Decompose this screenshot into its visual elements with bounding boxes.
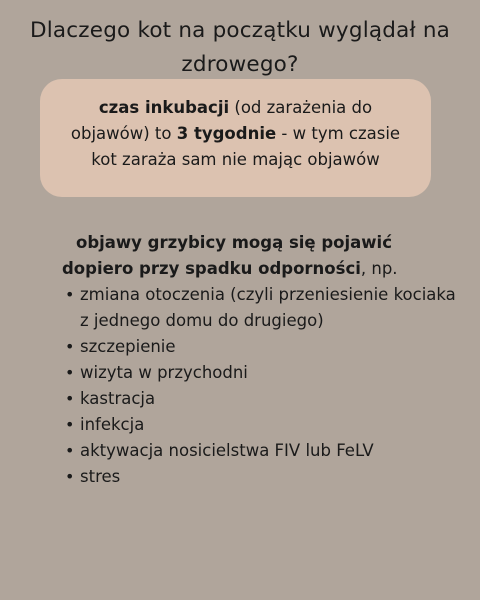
- list-item: [62, 334, 462, 360]
- symptoms-lead: [62, 230, 462, 282]
- symptoms-section: [62, 230, 462, 490]
- symptom-list: [62, 282, 462, 490]
- list-item: [62, 386, 462, 412]
- bullet-icon: •: [65, 441, 75, 460]
- symptoms-lead-bold-2: dopiero przy spadku odporności: [62, 259, 361, 278]
- bullet-icon: •: [65, 415, 75, 434]
- bullet-icon: •: [65, 363, 75, 382]
- bullet-icon: •: [65, 389, 75, 408]
- incubation-text-1: (od zarażenia do objawów) to: [70, 98, 373, 143]
- title-line-2: zdrowego?: [181, 52, 299, 77]
- list-item-text: wizyta w przychodni: [80, 363, 248, 382]
- incubation-text-2: - w tym czasie kot zaraża sam nie mając objawów: [91, 124, 401, 169]
- bullet-icon: •: [65, 337, 75, 356]
- symptoms-lead-bold-1: objawy grzybicy mogą się pojawić: [76, 233, 392, 252]
- list-item: [62, 360, 462, 386]
- list-item-text: aktywacja nosicielstwa FIV lub FeLV: [80, 441, 374, 460]
- list-item: [62, 438, 462, 464]
- incubation-term: czas inkubacji: [98, 98, 230, 117]
- list-item: [62, 412, 462, 438]
- bullet-icon: •: [65, 467, 75, 486]
- incubation-duration: 3 tygodnie: [176, 124, 277, 143]
- list-item-text: kastracja: [80, 389, 156, 408]
- symptoms-lead-tail: , np.: [360, 259, 398, 278]
- list-item-text: stres: [80, 467, 121, 486]
- list-item-text: infekcja: [80, 415, 145, 434]
- page-title: [0, 14, 480, 82]
- title-line-1: Dlaczego kot na początku wyglądał na: [29, 18, 451, 43]
- incubation-card: [40, 79, 431, 197]
- list-item-text: szczepienie: [80, 337, 176, 356]
- bullet-icon: •: [65, 285, 75, 304]
- list-item-text: zmiana otoczenia (czyli przeniesienie kociaka z jednego domu do drugiego): [80, 285, 456, 330]
- list-item: [62, 464, 462, 490]
- list-item: [62, 282, 462, 334]
